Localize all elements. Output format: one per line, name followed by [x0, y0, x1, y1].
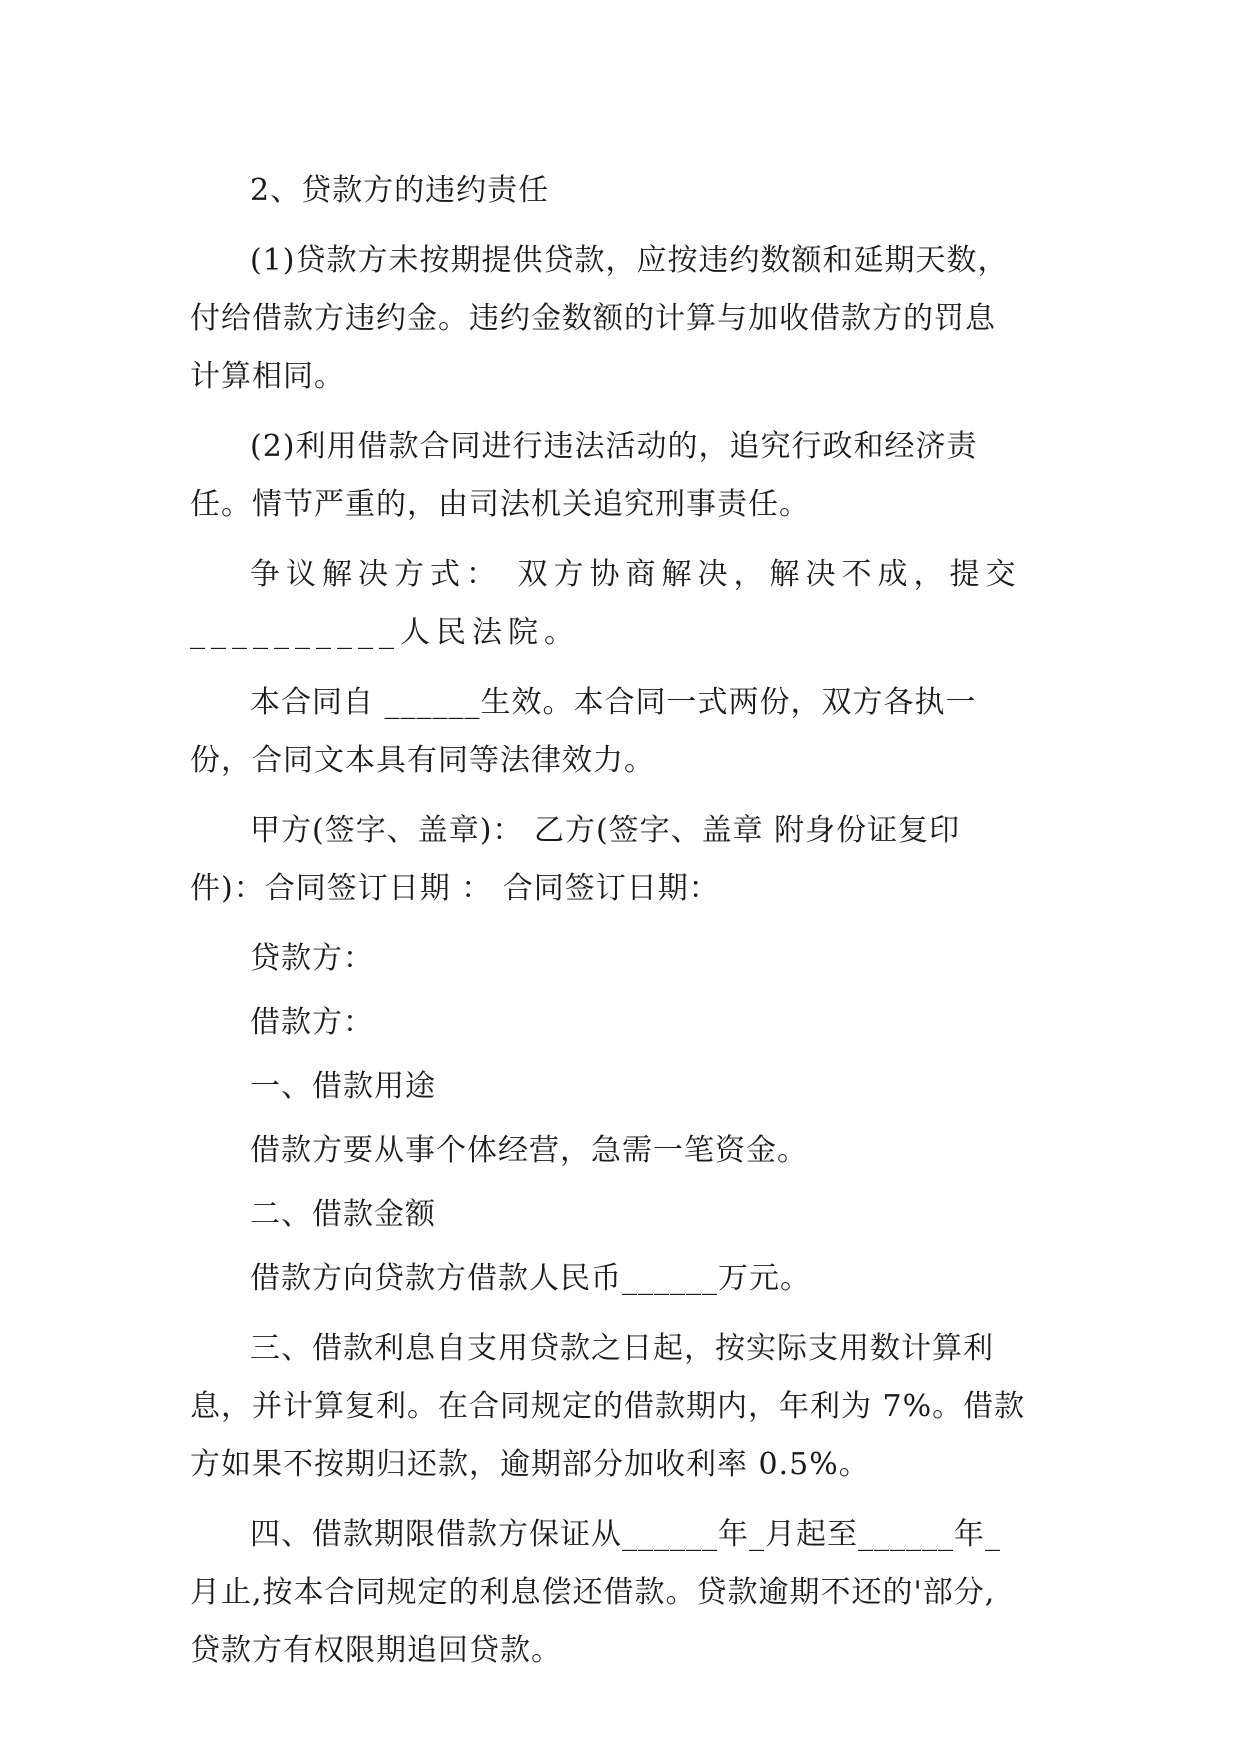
text-line: 任。情节严重的，由司法机关追究刑事责任。	[190, 487, 810, 522]
text-line: 借款方：	[250, 1005, 374, 1040]
text-line: 借款方要从事个体经营，急需一笔资金。	[250, 1133, 808, 1168]
text-line: 份，合同文本具有同等法律效力。	[190, 743, 655, 778]
text-line: 2、贷款方的违约责任	[250, 173, 550, 208]
section-heading-loan-amount	[190, 1186, 1060, 1244]
text-line: 甲方(签字、盖章)： 乙方(签字、盖章 附身份证复印	[250, 813, 961, 848]
text-line: 三、借款利息自支用贷款之日起，按实际支用数计算利	[250, 1331, 994, 1366]
text-line: 月止,按本合同规定的利息偿还借款。贷款逾期不还的'部分,	[190, 1575, 996, 1610]
paragraph-loan-interest	[190, 1320, 1060, 1494]
text-line: 计算相同。	[190, 359, 345, 394]
paragraph-loan-amount	[190, 1250, 1060, 1308]
paragraph-effective-date	[190, 674, 1060, 790]
text-line: 息，并计算复利。在合同规定的借款期内，年利为 7%。借款	[190, 1389, 1026, 1424]
text-line: (1)贷款方未按期提供贷款，应按违约数额和延期天数，	[250, 243, 1009, 278]
paragraph-signatures	[190, 802, 1060, 918]
paragraph-illegal-activity	[190, 418, 1060, 534]
text-line: 二、借款金额	[250, 1197, 436, 1232]
text-line: (2)利用借款合同进行违法活动的，追究行政和经济责	[250, 429, 978, 464]
text-line: 一、借款用途	[250, 1069, 436, 1104]
paragraph-lender-late-loan	[190, 232, 1060, 406]
text-line: 贷款方有权限期追回贷款。	[190, 1633, 562, 1668]
paragraph-dispute-resolution	[190, 546, 1060, 662]
paragraph-loan-term	[190, 1506, 1060, 1680]
paragraph-lender	[190, 930, 1060, 988]
text-line: 借款方向贷款方借款人民币______万元。	[250, 1261, 811, 1296]
text-line: 方如果不按期归还款，逾期部分加收利率 0.5%。	[190, 1447, 870, 1482]
text-line: 件)：合同签订日期 ： 合同签订日期：	[190, 871, 720, 906]
section-heading-loan-purpose	[190, 1058, 1060, 1116]
text-line: __________人民法院。	[190, 615, 580, 650]
text-line: 四、借款期限借款方保证从______年_月起至______年_	[250, 1517, 1001, 1552]
paragraph-borrower	[190, 994, 1060, 1052]
paragraph-breach-lender-heading	[190, 162, 1060, 220]
text-line: 本合同自 ______生效。本合同一式两份，双方各执一	[250, 685, 977, 720]
text-line: 贷款方：	[250, 941, 374, 976]
document-body	[190, 162, 1060, 1692]
paragraph-loan-purpose	[190, 1122, 1060, 1180]
text-line: 争议解决方式： 双方协商解决，解决不成，提交	[250, 557, 1022, 592]
text-line: 付给借款方违约金。违约金数额的计算与加收借款方的罚息	[190, 301, 996, 336]
